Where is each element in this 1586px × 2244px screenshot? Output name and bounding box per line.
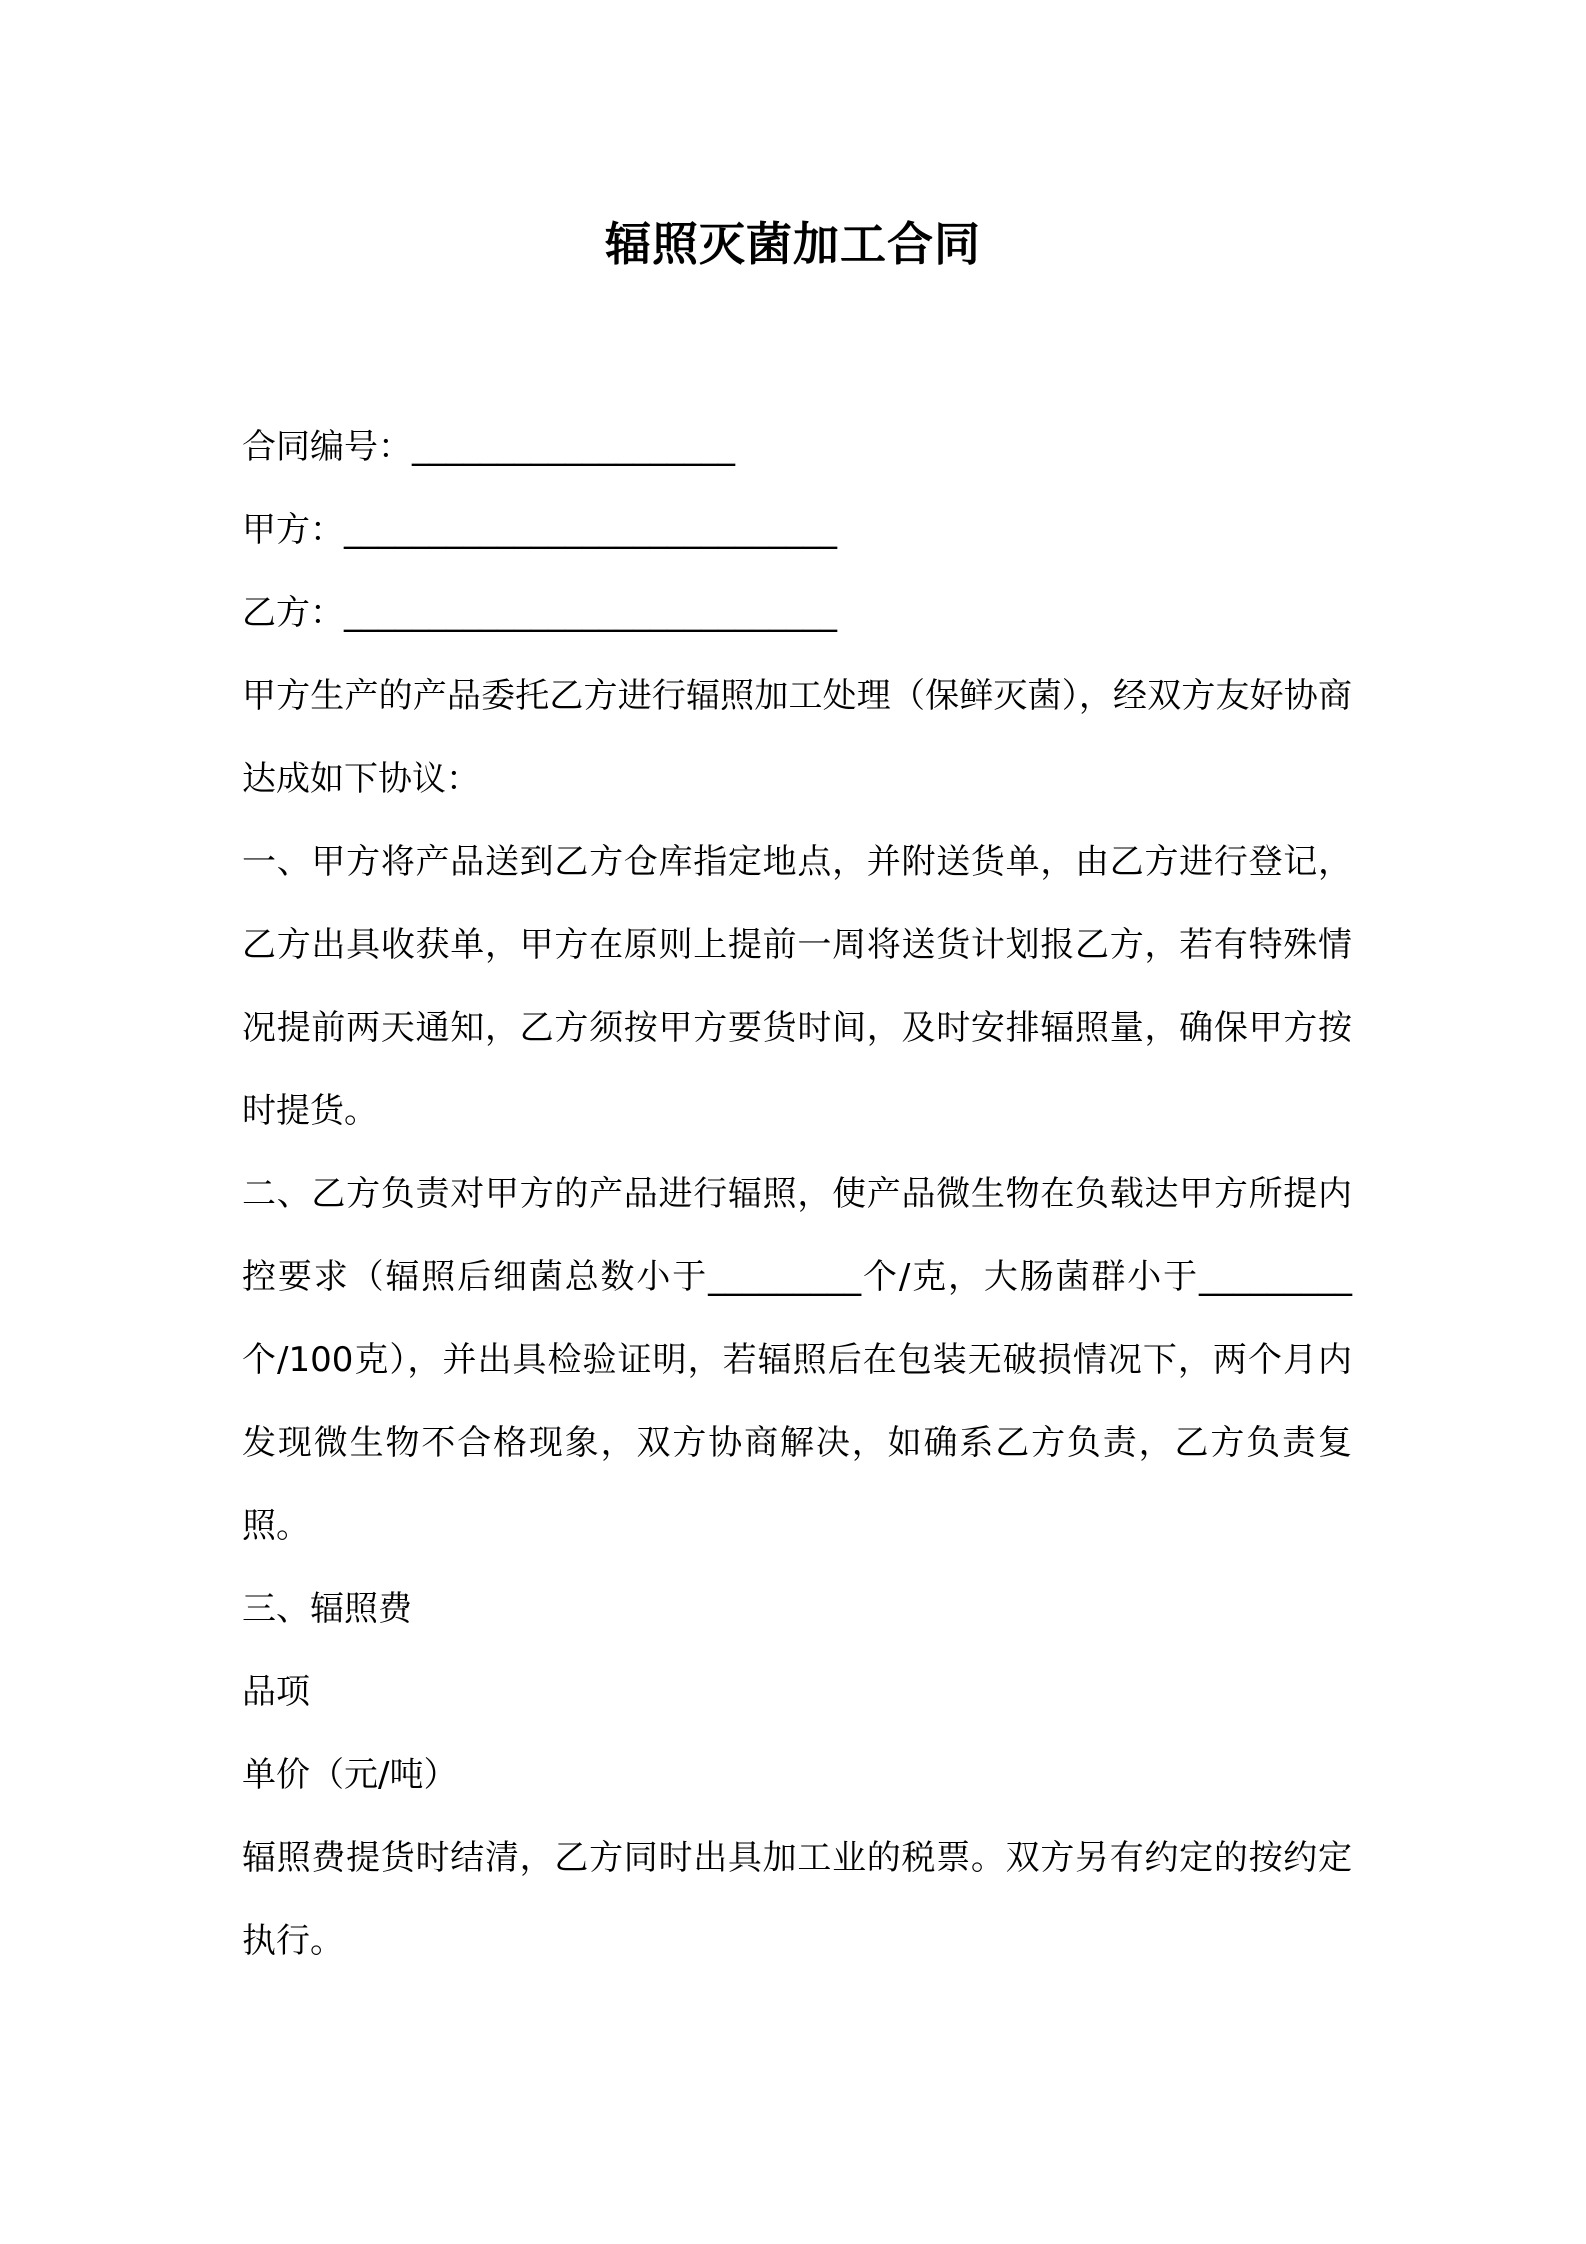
party-a-field: 甲方：_____________________________ bbox=[242, 510, 837, 550]
party-b-field: 乙方：_____________________________ bbox=[242, 593, 837, 633]
item-label: 品项 bbox=[242, 1672, 310, 1712]
clause-3-heading: 三、辐照费 bbox=[242, 1589, 412, 1629]
payment-paragraph: 辐照费提货时结清，乙方同时出具加工业的税票。双方另有约定的按约定执行。 bbox=[242, 1838, 1352, 1961]
document-title: 辐照灭菌加工合同 bbox=[605, 217, 981, 271]
document-body bbox=[242, 406, 1352, 1983]
intro-paragraph: 甲方生产的产品委托乙方进行辐照加工处理（保鲜灭菌），经双方友好协商达成如下协议： bbox=[242, 676, 1352, 799]
clause-1-paragraph: 一、甲方将产品送到乙方仓库指定地点，并附送货单，由乙方进行登记，乙方出具收获单，甲方在原则上提前一周将送货计划报乙方，若有特殊情况提前两天通知，乙方须按甲方要货时间，及时安排辐照量，确保甲方按时提货。 bbox=[242, 842, 1352, 1131]
contract-number-field: 合同编号：___________________ bbox=[242, 427, 735, 467]
unit-price-label: 单价（元/吨） bbox=[242, 1755, 458, 1795]
clause-2-paragraph: 二、乙方负责对甲方的产品进行辐照，使产品微生物在负载达甲方所提内控要求（辐照后细菌总数小于_________个/克，大肠菌群小于_________个/100克），并出具检验证明，若辐照后在包装无破损情况下，两个月内发现微生物不合格现象，双方协商解决，如确系乙方负责，乙方负责复照。 bbox=[242, 1174, 1352, 1546]
